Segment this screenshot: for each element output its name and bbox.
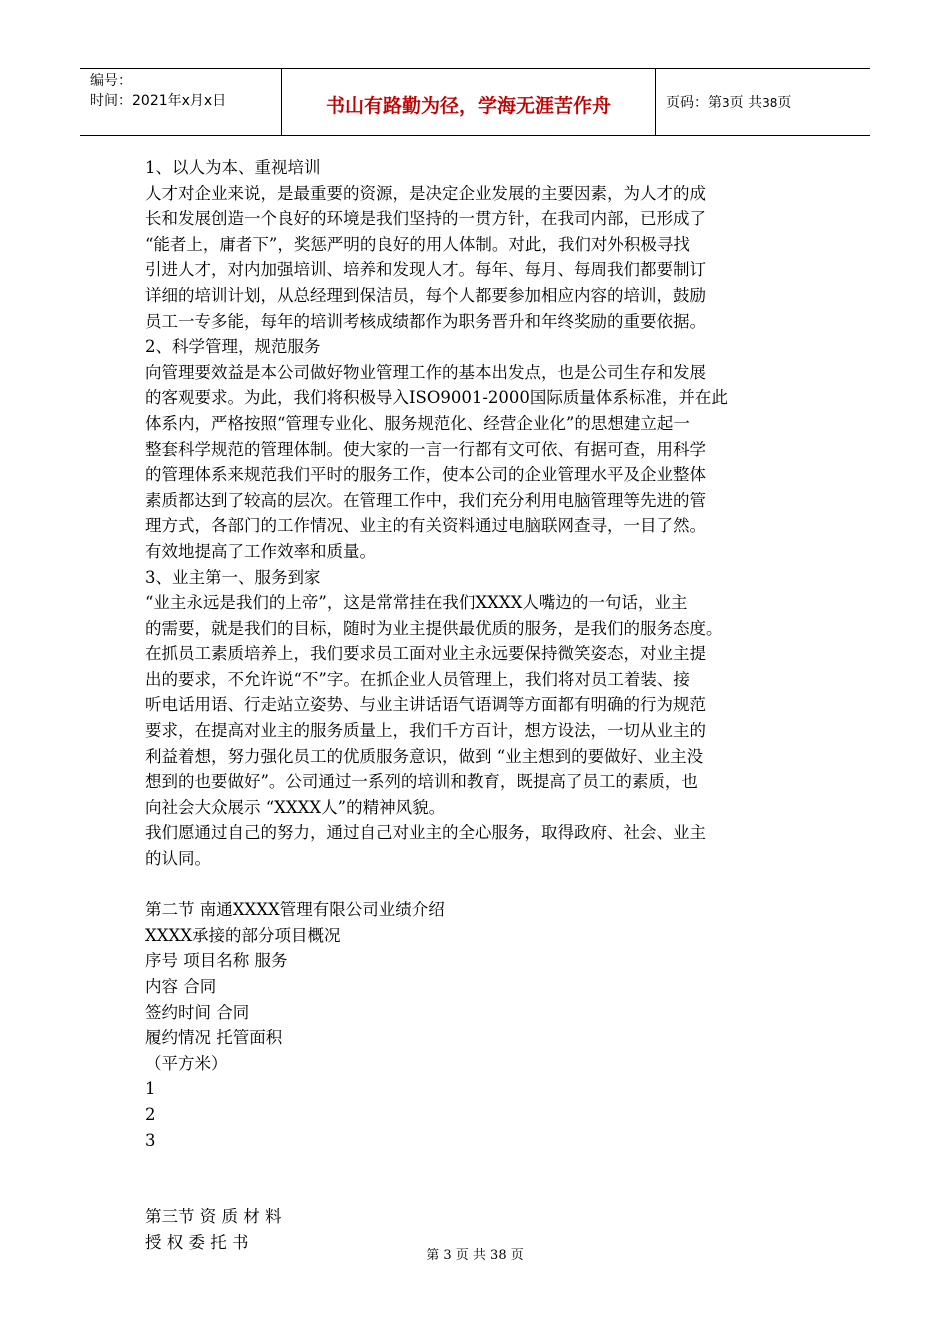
text-line: 1: [145, 1079, 156, 1099]
text-line: 员工一专多能，每年的培训考核成绩都作为职务晋升和年终奖励的重要依据。: [145, 311, 706, 331]
text-line: 签约时间 合同: [145, 1002, 250, 1022]
text-line: 利益着想，努力强化员工的优质服务意识，做到 “业主想到的要做好、业主没: [145, 746, 704, 766]
text-line: 2: [145, 1104, 156, 1124]
section-two-text: [145, 897, 825, 1153]
text-line: 3: [145, 1130, 156, 1150]
text-line: 详细的培训计划，从总经理到保洁员，每个人都要参加相应内容的培训，鼓励: [145, 285, 706, 305]
header-page-number: 页码：第3页 共38页: [666, 95, 792, 111]
paragraph-gap: [145, 1153, 825, 1204]
page-footer: 第 3 页 共 38 页: [426, 1248, 524, 1263]
text-line: XXXX承接的部分项目概况: [145, 925, 341, 945]
text-line: 向社会大众展示 “XXXX人”的精神风貌。: [145, 797, 446, 817]
text-line: 第三节 资 质 材 料: [145, 1207, 282, 1227]
text-line: 整套科学规范的管理体制。使大家的一言一行都有文可依、有据可查，用科学: [145, 439, 706, 459]
document-number-label: 编号：: [90, 73, 132, 89]
text-line: 长和发展创造一个良好的环境是我们坚持的一贯方针，在我司内部，已形成了: [145, 209, 706, 229]
header-divider: [655, 69, 656, 135]
section-one-text: [145, 155, 825, 872]
text-line: 听电话用语、行走站立姿势、与业主讲话语气语调等方面都有明确的行为规范: [145, 695, 706, 715]
text-line: 内容 合同: [145, 977, 217, 996]
text-line: 3、业主第一、服务到家: [145, 567, 321, 587]
text-line: 向管理要效益是本公司做好物业管理工作的基本出发点，也是公司生存和发展: [145, 362, 706, 382]
paragraph-gap: [145, 872, 825, 898]
text-line: 履约情况 托管面积: [145, 1028, 283, 1048]
header-motto: 书山有路勤为径，学海无涯苦作舟: [325, 95, 611, 117]
text-line: 理方式，各部门的工作情况、业主的有关资料通过电脑联网查寻，一目了然。: [145, 516, 706, 536]
document-body: [145, 155, 825, 1256]
text-line: 在抓员工素质培养上，我们要求员工面对业主永远要保持微笑姿态，对业主提: [145, 644, 706, 664]
page-header: [80, 68, 870, 136]
text-line: 体系内，严格按照“管理专业化、服务规范化、经营企业化”的思想建立起一: [145, 413, 690, 433]
text-line: 的客观要求。为此，我们将积极导入ISO9001-2000国际质量体系标准，并在此: [145, 388, 728, 408]
text-line: 出的要求，不允许说“不”字。在抓企业人员管理上，我们将对员工着装、接: [145, 669, 690, 689]
text-line: 要求，在提高对业主的服务质量上，我们千方百计，想方设法，一切从业主的: [145, 721, 706, 741]
text-line: （平方米）: [145, 1053, 228, 1073]
document-time-label: 时间：2021年x月x日: [90, 93, 227, 109]
text-line: 人才对企业来说，是最重要的资源，是决定企业发展的主要因素，为人才的成: [145, 183, 706, 203]
text-line: 的认同。: [145, 849, 211, 869]
header-info: [90, 71, 226, 111]
text-line: “业主永远是我们的上帝”，这是常常挂在我们XXXX人嘴边的一句话，业主: [145, 593, 688, 613]
text-line: 授 权 委 托 书: [145, 1232, 249, 1252]
text-line: 想到的也要做好”。公司通过一系列的培训和教育，既提高了员工的素质，也: [145, 772, 698, 792]
text-line: 的管理体系来规范我们平时的服务工作，使本公司的企业管理水平及企业整体: [145, 465, 706, 485]
text-line: 素质都达到了较高的层次。在管理工作中，我们充分利用电脑管理等先进的管: [145, 490, 706, 510]
text-line: 有效地提高了工作效率和质量。: [145, 541, 376, 561]
text-line: 的需要，就是我们的目标，随时为业主提供最优质的服务，是我们的服务态度。: [145, 618, 723, 638]
text-line: 2、科学管理，规范服务: [145, 337, 321, 357]
text-line: 引进人才，对内加强培训、培养和发现人才。每年、每月、每周我们都要制订: [145, 260, 706, 280]
text-line: 第二节 南通XXXX管理有限公司业绩介绍: [145, 900, 445, 920]
text-line: 我们愿通过自己的努力，通过自己对业主的全心服务，取得政府、社会、业主: [145, 823, 706, 843]
text-line: “能者上，庸者下”，奖惩严明的良好的用人体制。对此，我们对外积极寻找: [145, 234, 690, 254]
text-line: 1、以人为本、重视培训: [145, 158, 321, 177]
text-line: 序号 项目名称 服务: [145, 951, 288, 971]
